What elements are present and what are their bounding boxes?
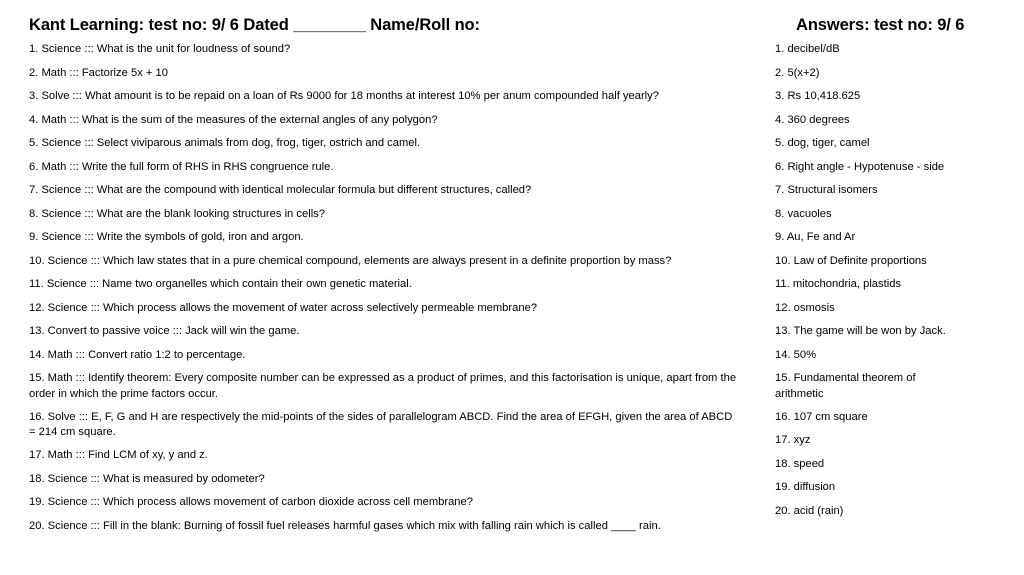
answer-item: 20. acid (rain) [775, 504, 844, 517]
answer-item: 18. speed [775, 457, 825, 470]
answer-item: 7. Structural isomers [775, 184, 878, 196]
answer-item: 4. 360 degrees [775, 113, 850, 126]
answer-item: 9. Au, Fe and Ar [775, 231, 856, 243]
question-item: 14. Math ::: Convert ratio 1:2 to percentage. [29, 348, 246, 361]
answer-item: 3. Rs 10,418.625 [775, 90, 861, 102]
answer-item: 2. 5(x+2) [775, 66, 820, 79]
answer-item: 16. 107 cm square [775, 410, 868, 423]
answer-item: 15. Fundamental theorem of arithmetic [775, 372, 916, 400]
question-item: 4. Math ::: What is the sum of the measures of the external angles of any polygon? [29, 113, 438, 126]
question-item: 9. Science ::: Write the symbols of gold, iron and argon. [29, 231, 304, 243]
answer-item: 5. dog, tiger, camel [775, 137, 870, 149]
question-item: 12. Science ::: Which process allows the movement of water across selectively permeable membrane? [29, 301, 538, 314]
question-item: 20. Science ::: Fill in the blank: Burning of fossil fuel releases harmful gases which mix with falling rain which is called ____ rain. [29, 519, 661, 532]
answer-item: 8. vacuoles [775, 207, 832, 220]
question-item: 6. Math ::: Write the full form of RHS in RHS congruence rule. [29, 160, 334, 173]
answer-item: 14. 50% [775, 348, 817, 361]
question-item: 16. Solve ::: E, F, G and H are respectively the mid-points of the sides of parallelogram ABCD. Find the area of EFGH, given the area of ABCD = 214 cm square. [29, 410, 733, 438]
question-item: 18. Science ::: What is measured by odometer? [29, 472, 265, 485]
answer-item: 17. xyz [775, 434, 811, 446]
answers-title: Answers: test no: 9/ 6 [796, 16, 965, 34]
answer-item: 1. decibel/dB [775, 43, 840, 55]
question-item: 10. Science ::: Which law states that in a pure chemical compound, elements are always present in a definite proportion by mass? [29, 254, 672, 267]
question-item: 3. Solve ::: What amount is to be repaid on a loan of Rs 9000 for 18 months at interest 10% per anum compounded half yearly? [29, 90, 659, 102]
question-item: 1. Science ::: What is the unit for loudness of sound? [29, 43, 291, 55]
question-item: 7. Science ::: What are the compound with identical molecular formula but different structures, called? [29, 184, 532, 196]
question-list [29, 42, 741, 542]
question-item: 11. Science ::: Name two organelles which contain their own genetic material. [29, 278, 412, 290]
question-item: 8. Science ::: What are the blank looking structures in cells? [29, 207, 325, 220]
answer-item: 6. Right angle - Hypotenuse - side [775, 160, 945, 173]
question-item: 19. Science ::: Which process allows movement of carbon dioxide across cell membrane? [29, 496, 473, 508]
answer-item: 11. mitochondria, plastids [775, 278, 902, 290]
answer-item: 10. Law of Definite proportions [775, 254, 927, 267]
question-item: 17. Math ::: Find LCM of xy, y and z. [29, 449, 208, 461]
question-item: 2. Math ::: Factorize 5x + 10 [29, 66, 168, 79]
question-item: 15. Math ::: Identify theorem: Every composite number can be expressed as a product of primes, and this factorisation is unique, apart from the order in which the prime factors occur. [29, 372, 737, 400]
answer-list [775, 42, 965, 527]
answer-item: 13. The game will be won by Jack. [775, 325, 946, 337]
answer-item: 12. osmosis [775, 301, 835, 314]
test-title: Kant Learning: test no: 9/ 6 Dated ________ Name/Roll no: [29, 16, 480, 34]
answer-item: 19. diffusion [775, 481, 836, 493]
question-item: 13. Convert to passive voice ::: Jack will win the game. [29, 325, 300, 337]
question-item: 5. Science ::: Select viviparous animals from dog, frog, tiger, ostrich and camel. [29, 137, 421, 149]
